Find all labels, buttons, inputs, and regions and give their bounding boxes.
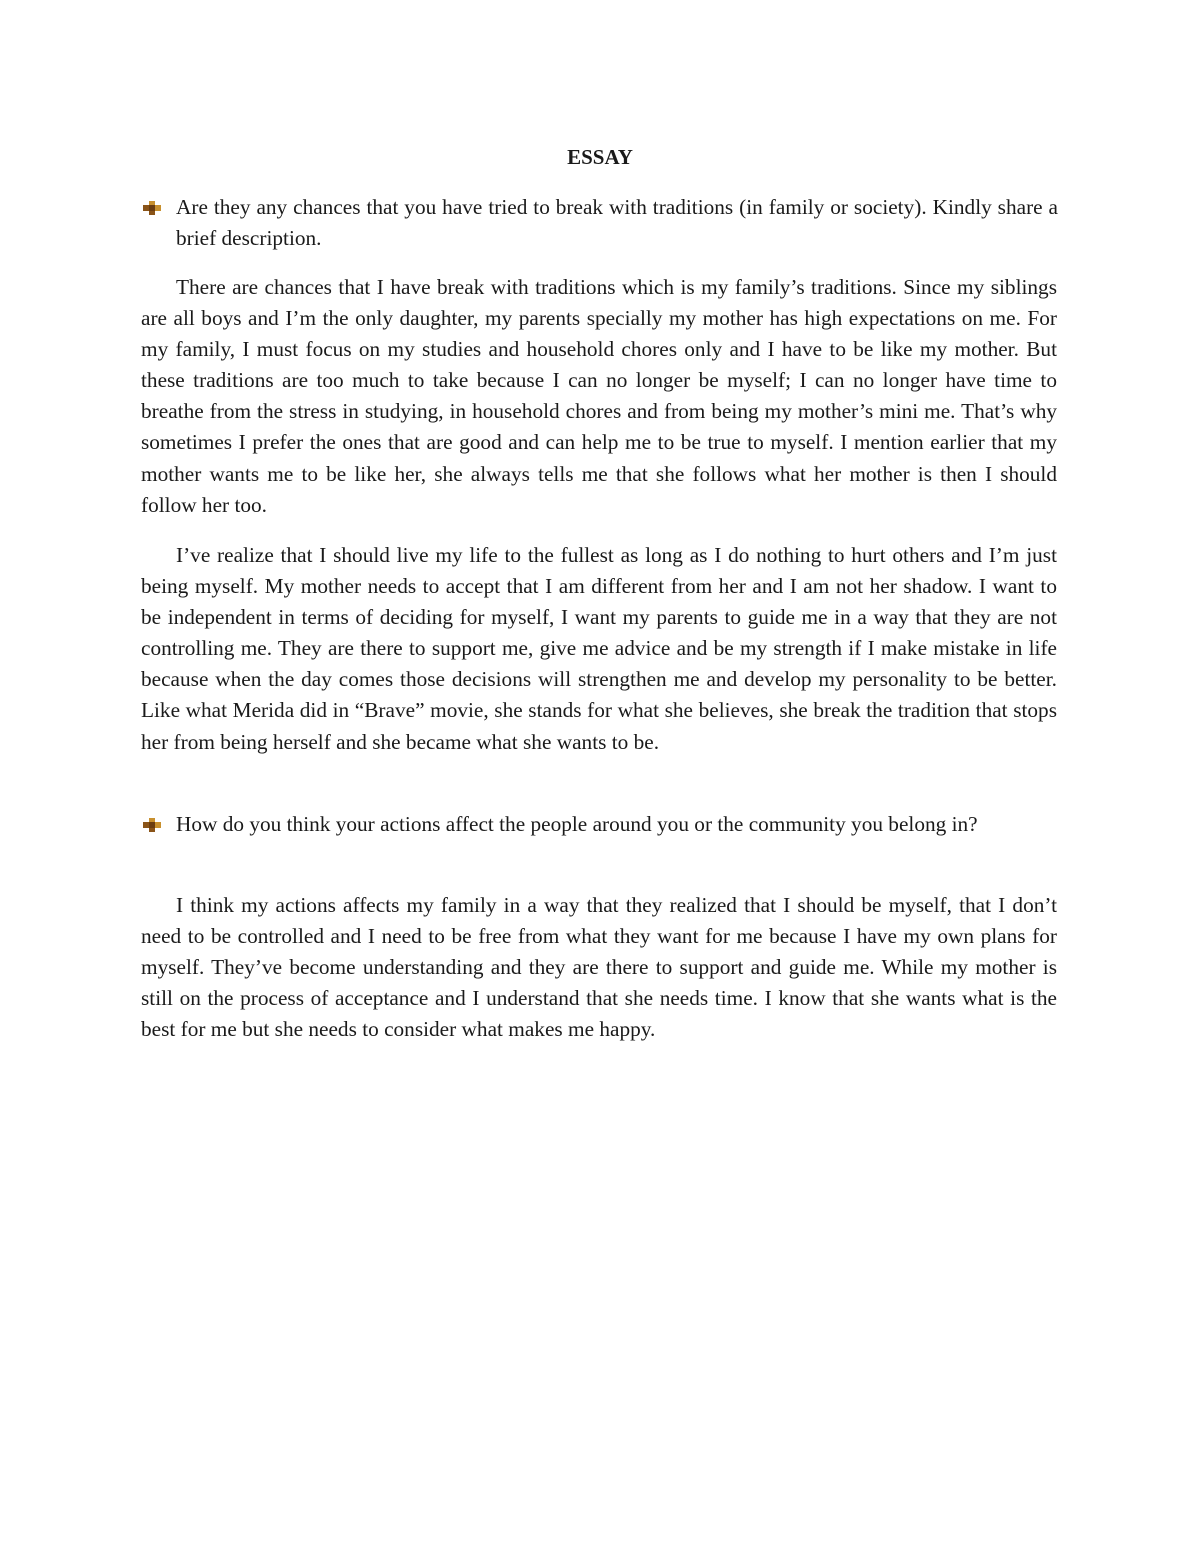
- essay-title: ESSAY: [567, 145, 633, 169]
- paragraph-3: I think my actions affects my family in a way that they realized that I should be myself, that I don’t need to be controlled and I need to be free from what they want for me because I have my own plans for myself. They’ve become understanding and they are there to support and guide me. While my mother is still on the process of acceptance and I understand that she needs time. I know that she wants what is the best for me but she needs to consider what makes me happy.: [141, 893, 1057, 1042]
- paragraph-2: I’ve realize that I should live my life to the fullest as long as I do nothing to hurt others and I’m just being myself. My mother needs to accept that I am different from her and I am not her shadow. I want to be independent in terms of deciding for myself, I want my parents to guide me in a way that they are not controlling me. They are there to support me, give me advice and be my strength if I make mistake in life because when the day comes those decisions will strengthen me and develop my personality to be better. Like what Merida did in “Brave” movie, she stands for what she believes, she break the tradition that stops her from being herself and she became what she wants to be.: [141, 543, 1057, 754]
- question-1: Are they any chances that you have tried to break with traditions (in family or society). Kindly share a brief description.: [176, 195, 1058, 250]
- question-2: How do you think your actions affect the people around you or the community you belong in?: [176, 812, 978, 836]
- diamond-bullet-icon: [143, 201, 161, 215]
- paragraph-1: There are chances that I have break with traditions which is my family’s traditions. Since my siblings are all boys and I’m the only daughter, my parents specially my mother has high expectations on me. For my family, I must focus on my studies and household chores only and I have to be like my mother. But these traditions are too much to take because I can no longer be myself; I can no longer have time to breathe from the stress in studying, in household chores and from being my mother’s mini me. That’s why sometimes I prefer the ones that are good and can help me to be true to myself. I mention earlier that my mother wants me to be like her, she always tells me that she follows what her mother is then I should follow her too.: [141, 275, 1057, 517]
- diamond-bullet-icon: [143, 818, 161, 832]
